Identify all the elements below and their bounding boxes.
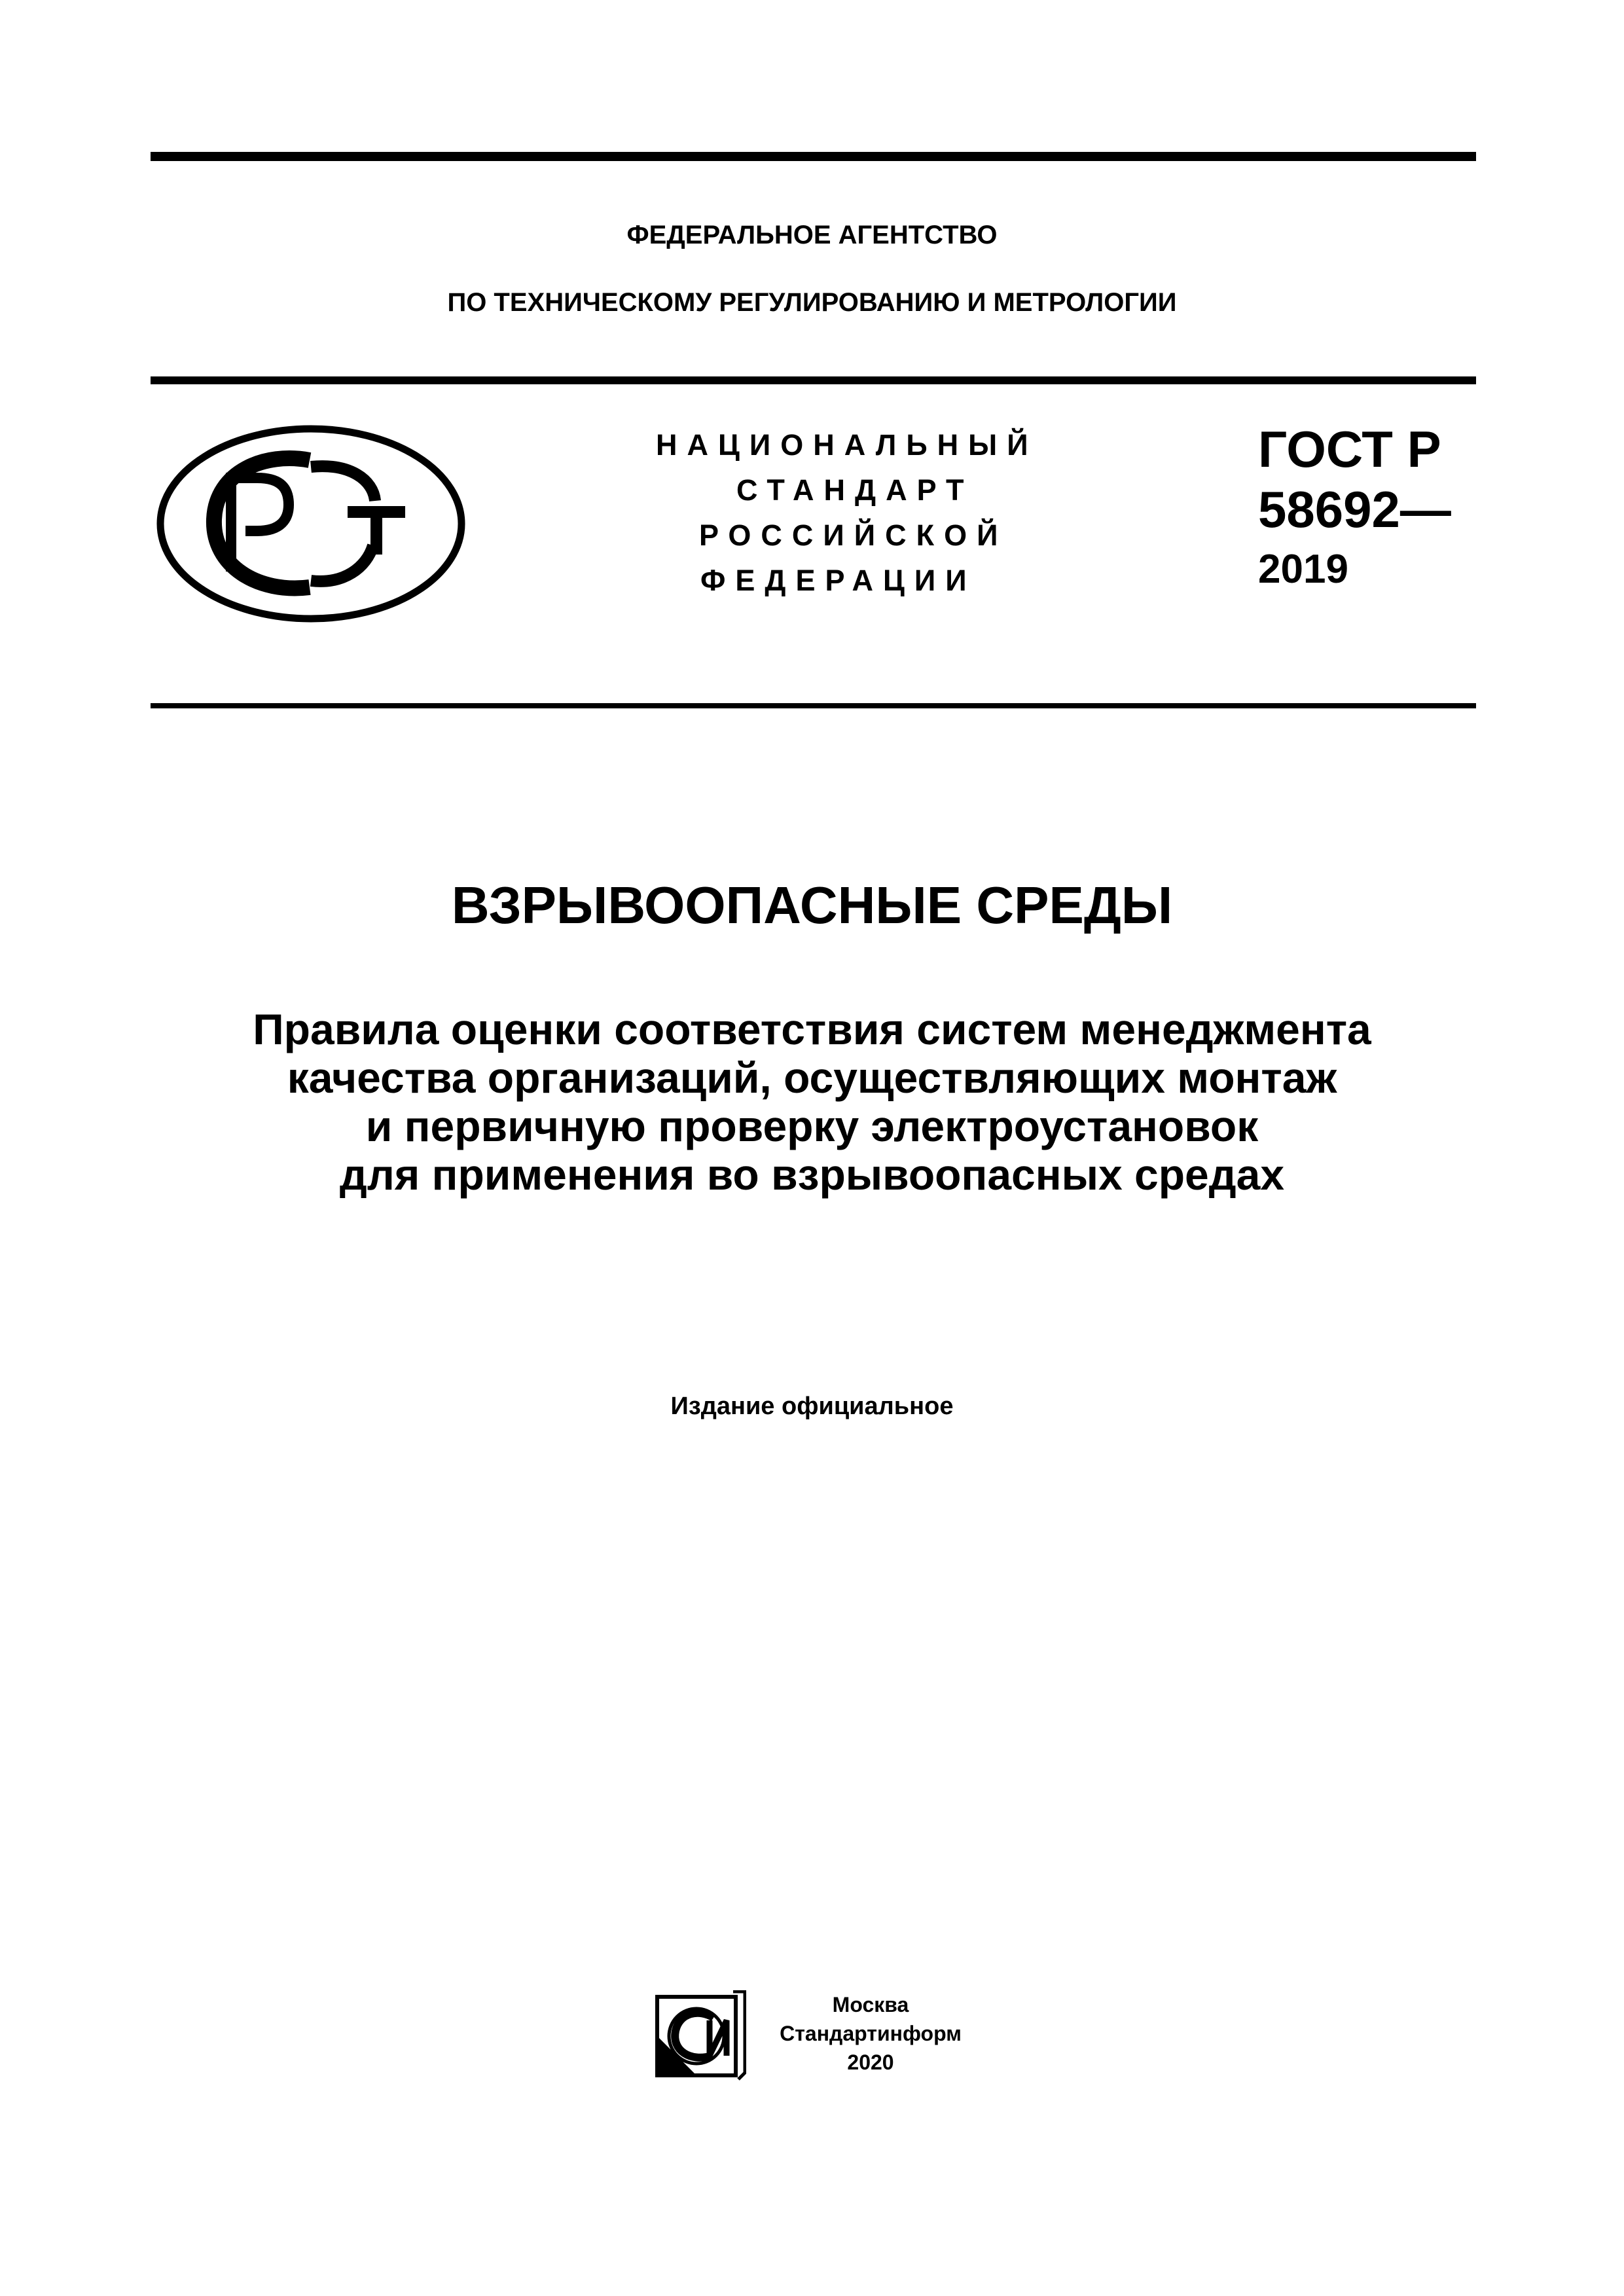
- standartinform-logo-text: СИ: [700, 2035, 702, 2037]
- standard-code: [1258, 419, 1451, 600]
- standard-rule: [151, 703, 1476, 708]
- standard-code-year: 2019: [1258, 547, 1348, 592]
- national-line-2: СТАНДАРТ: [736, 473, 974, 507]
- edition-label: Издание официальное: [670, 1393, 954, 1420]
- document-title: ВЗРЫВООПАСНЫЕ СРЕДЫ: [451, 876, 1173, 934]
- subtitle-line-1: Правила оценки соответствия систем менеджмента: [253, 1005, 1371, 1053]
- national-line-3: РОССИЙСКОЙ: [699, 519, 1008, 552]
- agency-name-line-1: ФЕДЕРАЛЬНОЕ АГЕНТСТВО: [626, 221, 998, 249]
- standard-code-prefix: ГОСТ Р: [1258, 420, 1441, 478]
- publisher-year: 2020: [847, 2050, 894, 2074]
- publisher-name: Стандартинформ: [780, 2022, 962, 2045]
- top-rule: [151, 152, 1476, 161]
- agency-name-line-2: ПО ТЕХНИЧЕСКОМУ РЕГУЛИРОВАНИЮ И МЕТРОЛОГИИ: [447, 288, 1177, 317]
- header-rule: [151, 376, 1476, 384]
- rst-emblem-text: РСТ: [311, 526, 314, 528]
- publisher-block: [759, 1990, 982, 2077]
- publisher-city: Москва: [832, 1993, 909, 2016]
- standard-code-number: 58692—: [1258, 481, 1451, 538]
- subtitle-line-2: качества организаций, осуществляющих монтаж: [287, 1053, 1337, 1102]
- subtitle-line-3: и первичную проверку электроустановок: [365, 1102, 1259, 1150]
- national-line-1: НАЦИОНАЛЬНЫЙ: [656, 428, 1038, 462]
- subtitle-line-4: для применения во взрывоопасных средах: [339, 1150, 1285, 1199]
- national-line-4: ФЕДЕРАЦИИ: [700, 564, 977, 597]
- rst-emblem-icon: [154, 422, 468, 625]
- document-subtitle: [0, 1005, 1624, 1199]
- standartinform-logo-icon: [655, 1990, 746, 2082]
